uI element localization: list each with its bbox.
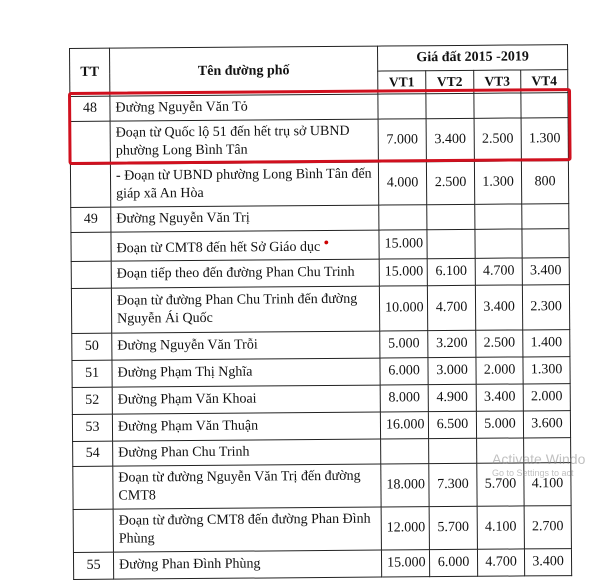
- watermark-line-2: Go to Settings to act: [492, 468, 574, 478]
- price-vt2: 3.200: [428, 330, 476, 357]
- table-row: [72, 410, 570, 441]
- price-vt3: 4.700: [475, 258, 522, 285]
- street-segment: [111, 230, 379, 261]
- price-vt2: 5.700: [429, 506, 477, 549]
- price-vt1: 18.000: [381, 463, 429, 506]
- header-street-name: Tên đường phố: [110, 46, 378, 96]
- price-vt4: 1.300: [523, 356, 570, 383]
- price-vt1: 15.000: [381, 549, 429, 576]
- table-row: [72, 383, 570, 414]
- price-vt3: 3.400: [475, 285, 522, 330]
- price-vt1: 8.000: [380, 384, 428, 411]
- row-number: 55: [73, 552, 113, 579]
- price-vt2: 4.900: [428, 384, 476, 411]
- table-row: [71, 257, 569, 288]
- street-name: Đường Nguyễn Văn Trị: [111, 205, 379, 232]
- table-row: [73, 462, 571, 509]
- street-name: Đường Phan Đình Phùng: [113, 550, 381, 579]
- row-number: 53: [72, 414, 112, 441]
- price-vt3: 3.400: [476, 384, 523, 411]
- row-number: 49: [71, 207, 111, 232]
- street-segment: Đoạn từ đường Phan Chu Trinh đến đường Nguyễn Ái Quốc: [111, 286, 379, 333]
- price-vt4: 1.300: [521, 118, 568, 161]
- table-row: [73, 437, 571, 466]
- price-vt2: 6.500: [428, 411, 476, 438]
- price-vt3: 5.700: [477, 463, 524, 506]
- street-name: Đường Phạm Văn Thuận: [112, 412, 380, 441]
- price-vt4: 2.000: [523, 383, 570, 410]
- header-tt: TT: [70, 48, 110, 96]
- street-segment: Đoạn tiếp theo đến đường Phan Chu Trinh: [111, 259, 379, 288]
- row-number: 51: [72, 360, 112, 387]
- price-vt4: 2.300: [522, 284, 569, 329]
- table-row: [72, 356, 570, 387]
- price-vt4: 3.600: [523, 410, 570, 437]
- price-vt1: 4.000: [378, 162, 426, 205]
- price-vt3: 4.100: [477, 506, 524, 549]
- street-segment: Đoạn từ đường CMT8 đến đường Phan Đình Phùng: [113, 507, 381, 552]
- segment-text: Đoạn từ CMT8 đến hết Sở Giáo dục: [116, 239, 321, 257]
- header-vt2: VT2: [426, 70, 474, 93]
- watermark-line-1: Activate Windo: [492, 451, 586, 467]
- price-vt2: 2.500: [426, 161, 474, 204]
- price-vt1: 12.000: [381, 506, 429, 549]
- red-mark-icon: ●: [323, 236, 330, 248]
- price-vt4: 2.700: [524, 505, 571, 548]
- table-row: [71, 229, 569, 262]
- price-vt3: 1.300: [474, 161, 521, 204]
- price-vt1: 7.000: [378, 119, 426, 162]
- row-number: 54: [73, 441, 113, 466]
- price-vt4: 1.400: [523, 329, 570, 356]
- street-segment: Đoạn từ đường Nguyễn Văn Trị đến đường CMT8: [113, 464, 381, 509]
- table-row: [72, 329, 570, 360]
- table-row: [70, 161, 568, 208]
- street-name: Đường Phạm Văn Khoai: [112, 385, 380, 414]
- row-number: 52: [72, 387, 112, 414]
- header-vt3: VT3: [474, 70, 521, 93]
- price-vt2: 4.700: [427, 285, 475, 330]
- price-vt4: 3.400: [522, 257, 569, 284]
- street-segment: Đoạn từ Quốc lộ 51 đến hết trụ sở UBND phường Long Bình Tân: [110, 119, 378, 164]
- price-vt1: 10.000: [379, 285, 427, 330]
- street-name: Đường Nguyễn Văn Trỗi: [112, 331, 380, 360]
- price-vt2: 7.300: [429, 463, 477, 506]
- row-number: 48: [70, 96, 110, 121]
- street-name: Đường Phạm Thị Nghĩa: [112, 358, 380, 387]
- header-vt4: VT4: [521, 70, 568, 93]
- street-name: Đường Phan Chu Trinh: [113, 439, 381, 466]
- street-name: Đường Nguyễn Văn Tỏ: [110, 94, 378, 121]
- price-vt1: 6.000: [380, 357, 428, 384]
- price-vt3: 2.500: [474, 118, 521, 161]
- price-vt2: 3.000: [428, 357, 476, 384]
- table-row: [73, 505, 571, 552]
- price-vt4: 800: [521, 161, 568, 204]
- price-vt3: 2.500: [476, 330, 523, 357]
- table-row: [70, 118, 568, 165]
- price-vt2: 6.000: [429, 549, 477, 576]
- table-row: [73, 548, 571, 579]
- price-vt1: 5.000: [380, 330, 428, 357]
- table-row: [70, 93, 568, 122]
- price-vt2: 6.100: [427, 258, 475, 285]
- price-vt3: 4.700: [477, 549, 524, 576]
- table-row: [71, 204, 569, 233]
- price-vt4: 4.100: [524, 462, 571, 505]
- header-vt1: VT1: [378, 71, 426, 94]
- price-vt1: 16.000: [380, 411, 428, 438]
- price-vt1: 15.000: [379, 230, 427, 259]
- header-price-group: Giá đất 2015 -2019: [377, 45, 567, 71]
- price-vt2: 3.400: [426, 118, 474, 161]
- street-segment: - Đoạn từ UBND phường Long Bình Tân đến giáp xã An Hòa: [110, 162, 378, 207]
- land-price-table: [69, 44, 572, 580]
- price-vt3: 5.000: [476, 411, 523, 438]
- price-vt1: 15.000: [379, 258, 427, 285]
- price-vt3: 2.000: [476, 357, 523, 384]
- price-vt4: 3.400: [524, 548, 571, 575]
- row-number: 50: [72, 333, 112, 360]
- table-row: [71, 284, 569, 333]
